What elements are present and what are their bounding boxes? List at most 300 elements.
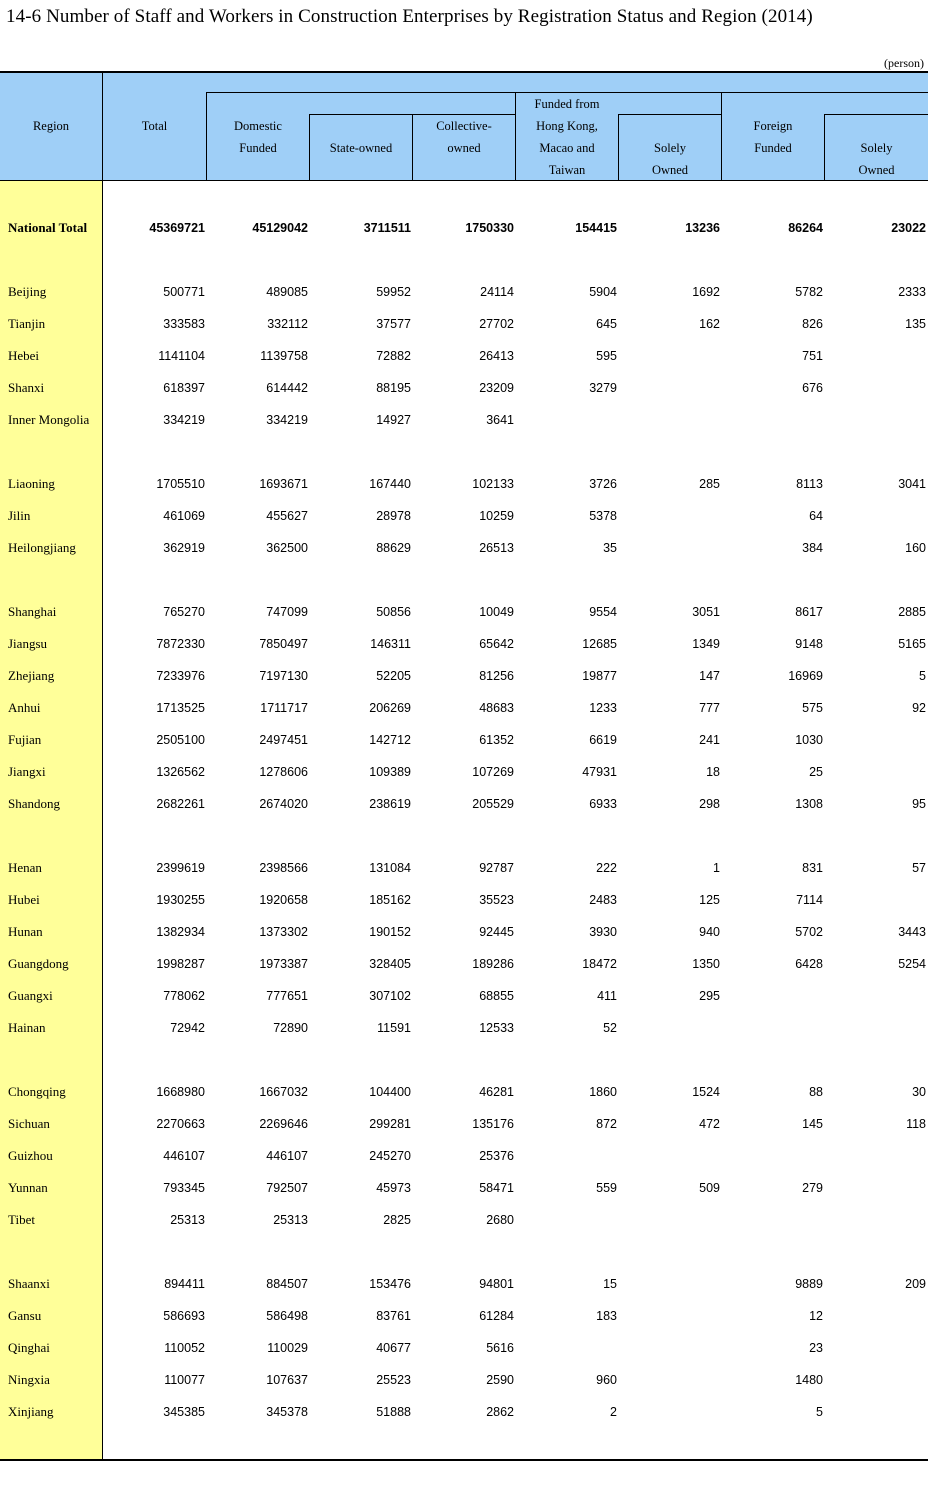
cell-foreign-funded: 88 [809, 1085, 823, 1099]
cell-foreign-solely-owned: 95 [912, 797, 926, 811]
table-row [0, 1274, 928, 1294]
table-row [0, 762, 928, 782]
region-name: Fujian [8, 732, 42, 747]
table-row [0, 986, 928, 1006]
cell-hmt-solely-owned: 298 [699, 797, 720, 811]
cell-hmt-funded: 1860 [589, 1085, 617, 1099]
cell-total: 618397 [163, 381, 205, 395]
cell-hmt-funded: 559 [596, 1181, 617, 1195]
region-name: Shandong [8, 796, 60, 811]
cell-foreign-funded: 5 [816, 1405, 823, 1419]
cell-collective-owned: 58471 [479, 1181, 514, 1195]
table-row [0, 698, 928, 718]
region-name: Hebei [8, 348, 40, 363]
table-row [0, 1338, 928, 1358]
region-name: Zhejiang [8, 668, 55, 683]
cell-foreign-solely-owned: 135 [905, 317, 926, 331]
cell-hmt-solely-owned: 1350 [692, 957, 720, 971]
cell-state-owned: 206269 [369, 701, 411, 715]
region-name: Guangxi [8, 988, 53, 1003]
cell-foreign-funded: 8113 [796, 477, 823, 491]
header-hmt-line-1: Funded from [534, 97, 600, 111]
cell-total: 500771 [163, 285, 205, 299]
region-name: Shanghai [8, 604, 57, 619]
cell-domestic-funded: 1139758 [260, 349, 308, 363]
cell-foreign-solely-owned: 30 [912, 1085, 926, 1099]
cell-collective-owned: 27702 [479, 317, 514, 331]
cell-domestic-funded: 1711717 [260, 701, 308, 715]
cell-collective-owned: 10259 [479, 509, 514, 523]
cell-state-owned: 83761 [376, 1309, 411, 1323]
region-name: Guizhou [8, 1148, 53, 1163]
table-row [0, 634, 928, 654]
cell-hmt-solely-owned: 1349 [692, 637, 720, 651]
table-row [0, 282, 928, 302]
region-name: Heilongjiang [8, 540, 76, 555]
cell-domestic-funded: 1920658 [259, 893, 308, 907]
cell-hmt-funded: 3279 [589, 381, 617, 395]
region-name: Shanxi [8, 380, 45, 395]
cell-foreign-funded: 1480 [795, 1373, 823, 1387]
cell-hmt-solely-owned: 1692 [692, 285, 720, 299]
cell-state-owned: 45973 [376, 1181, 411, 1195]
cell-foreign-funded: 9148 [795, 637, 823, 651]
cell-domestic-funded: 884507 [266, 1277, 308, 1291]
cell-hmt-solely-owned: 1524 [692, 1085, 720, 1099]
table-row [0, 506, 928, 526]
cell-state-owned: 190152 [369, 925, 411, 939]
cell-domestic-funded: 7197130 [259, 669, 308, 683]
cell-domestic-funded: 1693671 [259, 477, 308, 491]
cell-state-owned: 28978 [376, 509, 411, 523]
table-row [0, 666, 928, 686]
table-row [0, 314, 928, 334]
cell-collective-owned: 23209 [479, 381, 514, 395]
cell-hmt-solely-owned: 509 [699, 1181, 720, 1195]
cell-domestic-funded: 45129042 [252, 221, 308, 235]
cell-foreign-solely-owned: 92 [912, 701, 926, 715]
cell-hmt-solely-owned: 241 [699, 733, 720, 747]
cell-foreign-solely-owned: 3041 [898, 477, 926, 491]
cell-state-owned: 72882 [376, 349, 411, 363]
cell-domestic-funded: 334219 [266, 413, 308, 427]
cell-collective-owned: 68855 [479, 989, 514, 1003]
cell-hmt-funded: 595 [596, 349, 617, 363]
region-name: Qinghai [8, 1340, 50, 1355]
cell-collective-owned: 2590 [486, 1373, 514, 1387]
cell-hmt-funded: 222 [596, 861, 617, 875]
cell-total: 461069 [163, 509, 205, 523]
cell-hmt-funded: 52 [603, 1021, 617, 1035]
page-title: 14-6 Number of Staff and Workers in Construction Enterprises by Registration Status and Region (2014) [6, 6, 813, 27]
table-row [0, 410, 928, 430]
region-name: Hubei [8, 892, 40, 907]
cell-state-owned: 153476 [369, 1277, 411, 1291]
cell-foreign-solely-owned: 118 [906, 1117, 926, 1131]
table-row [0, 794, 928, 814]
cell-hmt-funded: 1233 [589, 701, 617, 715]
cell-total: 1713525 [156, 701, 205, 715]
cell-state-owned: 328405 [369, 957, 411, 971]
cell-domestic-funded: 362500 [266, 541, 308, 555]
header-hmt-line-2: Hong Kong, [536, 119, 598, 133]
cell-collective-owned: 102133 [472, 477, 514, 491]
cell-state-owned: 14927 [376, 413, 411, 427]
cell-state-owned: 307102 [369, 989, 411, 1003]
cell-state-owned: 245270 [369, 1149, 411, 1163]
cell-total: 333583 [163, 317, 205, 331]
cell-hmt-funded: 645 [596, 317, 617, 331]
cell-collective-owned: 2862 [486, 1405, 514, 1419]
cell-hmt-solely-owned: 777 [699, 701, 720, 715]
region-name: Anhui [8, 700, 41, 715]
cell-total: 2399619 [156, 861, 205, 875]
cell-state-owned: 3711511 [363, 221, 411, 235]
cell-domestic-funded: 2269646 [259, 1117, 308, 1131]
cell-hmt-funded: 5904 [589, 285, 617, 299]
cell-foreign-solely-owned: 209 [905, 1277, 926, 1291]
table-row [0, 1146, 928, 1166]
cell-state-owned: 142712 [369, 733, 411, 747]
cell-foreign-funded: 16969 [788, 669, 823, 683]
region-name: Jilin [8, 508, 31, 523]
cell-state-owned: 50856 [376, 605, 411, 619]
cell-collective-owned: 92787 [479, 861, 514, 875]
cell-state-owned: 52205 [376, 669, 411, 683]
cell-foreign-solely-owned: 5165 [898, 637, 926, 651]
header-domestic-line-1: Domestic [234, 119, 282, 133]
region-name: Hunan [8, 924, 43, 939]
cell-hmt-solely-owned: 147 [699, 669, 720, 683]
table-row [0, 922, 928, 942]
cell-domestic-funded: 489085 [266, 285, 308, 299]
cell-state-owned: 40677 [376, 1341, 411, 1355]
cell-hmt-funded: 3930 [589, 925, 617, 939]
cell-foreign-funded: 751 [802, 349, 823, 363]
cell-state-owned: 2825 [383, 1213, 411, 1227]
region-name: Beijing [8, 284, 47, 299]
cell-foreign-funded: 831 [802, 861, 823, 875]
cell-foreign-funded: 5702 [795, 925, 823, 939]
cell-total: 7233976 [156, 669, 205, 683]
cell-collective-owned: 107269 [472, 765, 514, 779]
cell-hmt-solely-owned: 13236 [685, 221, 720, 235]
region-name: Liaoning [8, 476, 55, 491]
cell-hmt-solely-owned: 125 [699, 893, 720, 907]
cell-collective-owned: 12533 [479, 1021, 514, 1035]
cell-hmt-funded: 35 [603, 541, 617, 555]
cell-total: 72942 [170, 1021, 205, 1035]
table-row [0, 474, 928, 494]
cell-domestic-funded: 1973387 [259, 957, 308, 971]
cell-collective-owned: 26513 [479, 541, 514, 555]
table-row [0, 858, 928, 878]
cell-total: 1326562 [156, 765, 205, 779]
region-name: Guangdong [8, 956, 69, 971]
cell-total: 894411 [164, 1277, 205, 1291]
cell-hmt-solely-owned: 1 [713, 861, 720, 875]
table-row [0, 378, 928, 398]
header-hmt-solely-line-2: Owned [651, 163, 689, 177]
header-collective-line-1: Collective- [436, 119, 492, 133]
cell-state-owned: 25523 [376, 1373, 411, 1387]
cell-foreign-funded: 676 [802, 381, 823, 395]
cell-total: 362919 [163, 541, 205, 555]
cell-state-owned: 88195 [376, 381, 411, 395]
cell-total: 110052 [164, 1341, 205, 1355]
cell-foreign-funded: 7114 [796, 893, 823, 907]
region-name: Tibet [8, 1212, 35, 1227]
cell-foreign-funded: 145 [802, 1117, 823, 1131]
cell-foreign-funded: 384 [802, 541, 823, 555]
cell-domestic-funded: 586498 [266, 1309, 308, 1323]
cell-foreign-solely-owned: 2885 [898, 605, 926, 619]
cell-hmt-funded: 411 [597, 989, 617, 1003]
cell-foreign-solely-owned: 160 [905, 541, 926, 555]
cell-total: 25313 [170, 1213, 205, 1227]
cell-collective-owned: 92445 [479, 925, 514, 939]
cell-foreign-solely-owned: 23022 [891, 221, 926, 235]
header-region-label: Region [32, 119, 70, 133]
cell-collective-owned: 94801 [479, 1277, 514, 1291]
cell-total: 2682261 [156, 797, 205, 811]
cell-state-owned: 37577 [376, 317, 411, 331]
cell-hmt-funded: 183 [596, 1309, 617, 1323]
header-foreign-solely-line-1: Solely [860, 141, 893, 155]
table-row [0, 218, 928, 238]
cell-foreign-funded: 1308 [795, 797, 823, 811]
cell-foreign-funded: 9889 [795, 1277, 823, 1291]
cell-domestic-funded: 72890 [273, 1021, 308, 1035]
cell-collective-owned: 61284 [479, 1309, 514, 1323]
cell-foreign-funded: 86264 [788, 221, 823, 235]
cell-state-owned: 88629 [376, 541, 411, 555]
cell-hmt-solely-owned: 285 [699, 477, 720, 491]
cell-domestic-funded: 2398566 [259, 861, 308, 875]
cell-foreign-funded: 23 [809, 1341, 823, 1355]
cell-state-owned: 59952 [376, 285, 411, 299]
cell-hmt-funded: 15 [603, 1277, 617, 1291]
cell-foreign-solely-owned: 5254 [898, 957, 926, 971]
cell-total: 793345 [163, 1181, 205, 1195]
table-row [0, 1402, 928, 1422]
cell-total: 110077 [164, 1373, 205, 1387]
cell-total: 2505100 [156, 733, 205, 747]
cell-domestic-funded: 792507 [266, 1181, 308, 1195]
cell-total: 586693 [163, 1309, 205, 1323]
table-row [0, 1114, 928, 1134]
cell-domestic-funded: 1278606 [259, 765, 308, 779]
cell-foreign-solely-owned: 5 [919, 669, 926, 683]
cell-hmt-funded: 18472 [582, 957, 617, 971]
cell-hmt-funded: 960 [596, 1373, 617, 1387]
cell-domestic-funded: 2674020 [259, 797, 308, 811]
header-collective-line-2: owned [447, 141, 481, 155]
cell-hmt-funded: 6619 [589, 733, 617, 747]
cell-total: 778062 [163, 989, 205, 1003]
cell-domestic-funded: 1373302 [259, 925, 308, 939]
cell-total: 765270 [163, 605, 205, 619]
region-name: Gansu [8, 1308, 42, 1323]
cell-collective-owned: 205529 [472, 797, 514, 811]
table-row [0, 954, 928, 974]
cell-hmt-funded: 2 [610, 1405, 617, 1419]
cell-hmt-solely-owned: 18 [706, 765, 720, 779]
cell-collective-owned: 2680 [486, 1213, 514, 1227]
cell-hmt-solely-owned: 472 [699, 1117, 720, 1131]
region-name: Ningxia [8, 1372, 50, 1387]
cell-state-owned: 238619 [369, 797, 411, 811]
cell-state-owned: 11591 [377, 1021, 411, 1035]
region-name: Tianjin [8, 316, 46, 331]
cell-domestic-funded: 7850497 [259, 637, 308, 651]
cell-total: 2270663 [156, 1117, 205, 1131]
region-name: National Total [8, 220, 88, 235]
region-name: Jiangsu [8, 636, 47, 651]
cell-foreign-solely-owned: 3443 [898, 925, 926, 939]
cell-state-owned: 299281 [369, 1117, 411, 1131]
cell-foreign-solely-owned: 57 [912, 861, 926, 875]
cell-state-owned: 146311 [370, 637, 411, 651]
cell-domestic-funded: 455627 [266, 509, 308, 523]
region-name: Jiangxi [8, 764, 46, 779]
cell-total: 334219 [163, 413, 205, 427]
cell-domestic-funded: 25313 [273, 1213, 308, 1227]
cell-collective-owned: 3641 [486, 413, 514, 427]
table-row [0, 1210, 928, 1230]
region-name: Yunnan [8, 1180, 48, 1195]
header-hmt-line-3: Macao and [539, 141, 595, 155]
cell-collective-owned: 26413 [479, 349, 514, 363]
header-hmt-solely-line-1: Solely [654, 141, 686, 155]
cell-total: 1382934 [156, 925, 205, 939]
cell-collective-owned: 1750330 [465, 221, 514, 235]
cell-foreign-funded: 826 [802, 317, 823, 331]
table-row [0, 1082, 928, 1102]
cell-domestic-funded: 747099 [266, 605, 308, 619]
region-name: Inner Mongolia [8, 412, 90, 427]
cell-hmt-funded: 872 [596, 1117, 617, 1131]
header-foreign-line-2: Funded [754, 141, 792, 155]
cell-hmt-solely-owned: 162 [699, 317, 720, 331]
table-row [0, 602, 928, 622]
cell-domestic-funded: 107637 [266, 1373, 308, 1387]
cell-foreign-funded: 575 [802, 701, 823, 715]
cell-domestic-funded: 2497451 [259, 733, 308, 747]
cell-total: 1930255 [156, 893, 205, 907]
cell-collective-owned: 189286 [472, 957, 514, 971]
cell-collective-owned: 25376 [479, 1149, 514, 1163]
cell-total: 345385 [163, 1405, 205, 1419]
header-state-owned-label: State-owned [329, 141, 393, 155]
unit-label: (person) [884, 56, 924, 70]
table-row [0, 346, 928, 366]
cell-total: 1705510 [156, 477, 205, 491]
cell-hmt-funded: 154415 [575, 221, 617, 235]
header-foreign-line-1: Foreign [753, 119, 793, 133]
cell-hmt-funded: 47931 [582, 765, 617, 779]
cell-domestic-funded: 110029 [267, 1341, 308, 1355]
cell-foreign-funded: 5782 [795, 285, 823, 299]
cell-collective-owned: 48683 [479, 701, 514, 715]
region-name: Sichuan [8, 1116, 50, 1131]
cell-foreign-funded: 25 [809, 765, 823, 779]
cell-state-owned: 104400 [369, 1085, 411, 1099]
header-total-label: Total [141, 119, 168, 133]
cell-domestic-funded: 1667032 [259, 1085, 308, 1099]
region-name: Henan [8, 860, 42, 875]
cell-total: 446107 [163, 1149, 205, 1163]
cell-state-owned: 185162 [369, 893, 411, 907]
cell-domestic-funded: 332112 [267, 317, 308, 331]
cell-state-owned: 167440 [369, 477, 411, 491]
cell-hmt-solely-owned: 295 [699, 989, 720, 1003]
table-row [0, 1306, 928, 1326]
table-row [0, 1370, 928, 1390]
cell-collective-owned: 35523 [479, 893, 514, 907]
cell-total: 1998287 [156, 957, 205, 971]
region-name: Shaanxi [8, 1276, 50, 1291]
cell-foreign-funded: 8617 [795, 605, 823, 619]
cell-hmt-funded: 12685 [582, 637, 617, 651]
header-domestic-line-2: Funded [239, 141, 277, 155]
cell-foreign-funded: 279 [802, 1181, 823, 1195]
cell-collective-owned: 10049 [479, 605, 514, 619]
cell-collective-owned: 24114 [480, 285, 514, 299]
region-name: Hainan [8, 1020, 46, 1035]
cell-total: 7872330 [156, 637, 205, 651]
table-row [0, 538, 928, 558]
cell-collective-owned: 135176 [472, 1117, 514, 1131]
cell-domestic-funded: 446107 [266, 1149, 308, 1163]
cell-domestic-funded: 777651 [266, 989, 308, 1003]
header-foreign-solely-line-2: Owned [858, 163, 895, 177]
cell-collective-owned: 81256 [479, 669, 514, 683]
cell-foreign-funded: 12 [809, 1309, 823, 1323]
region-name: Chongqing [8, 1084, 66, 1099]
cell-hmt-funded: 6933 [589, 797, 617, 811]
cell-collective-owned: 46281 [479, 1085, 514, 1099]
region-name: Xinjiang [8, 1404, 54, 1419]
cell-hmt-funded: 19877 [582, 669, 617, 683]
cell-total: 45369721 [149, 221, 205, 235]
cell-foreign-funded: 1030 [795, 733, 823, 747]
cell-hmt-funded: 9554 [589, 605, 617, 619]
cell-hmt-solely-owned: 940 [699, 925, 720, 939]
table-row [0, 890, 928, 910]
cell-domestic-funded: 614442 [266, 381, 308, 395]
cell-total: 1141104 [158, 349, 205, 363]
cell-state-owned: 51888 [376, 1405, 411, 1419]
cell-foreign-funded: 64 [809, 509, 823, 523]
cell-hmt-funded: 2483 [589, 893, 617, 907]
cell-state-owned: 109389 [369, 765, 411, 779]
cell-total: 1668980 [156, 1085, 205, 1099]
header-hmt-line-4: Taiwan [548, 163, 586, 177]
cell-hmt-solely-owned: 3051 [692, 605, 720, 619]
cell-state-owned: 131084 [369, 861, 411, 875]
table-row [0, 1178, 928, 1198]
table-row [0, 730, 928, 750]
cell-collective-owned: 65642 [479, 637, 514, 651]
cell-foreign-solely-owned: 2333 [898, 285, 926, 299]
cell-hmt-funded: 3726 [589, 477, 617, 491]
cell-foreign-funded: 6428 [795, 957, 823, 971]
cell-collective-owned: 61352 [479, 733, 514, 747]
cell-domestic-funded: 345378 [266, 1405, 308, 1419]
table-row [0, 1018, 928, 1038]
cell-hmt-funded: 5378 [589, 509, 617, 523]
